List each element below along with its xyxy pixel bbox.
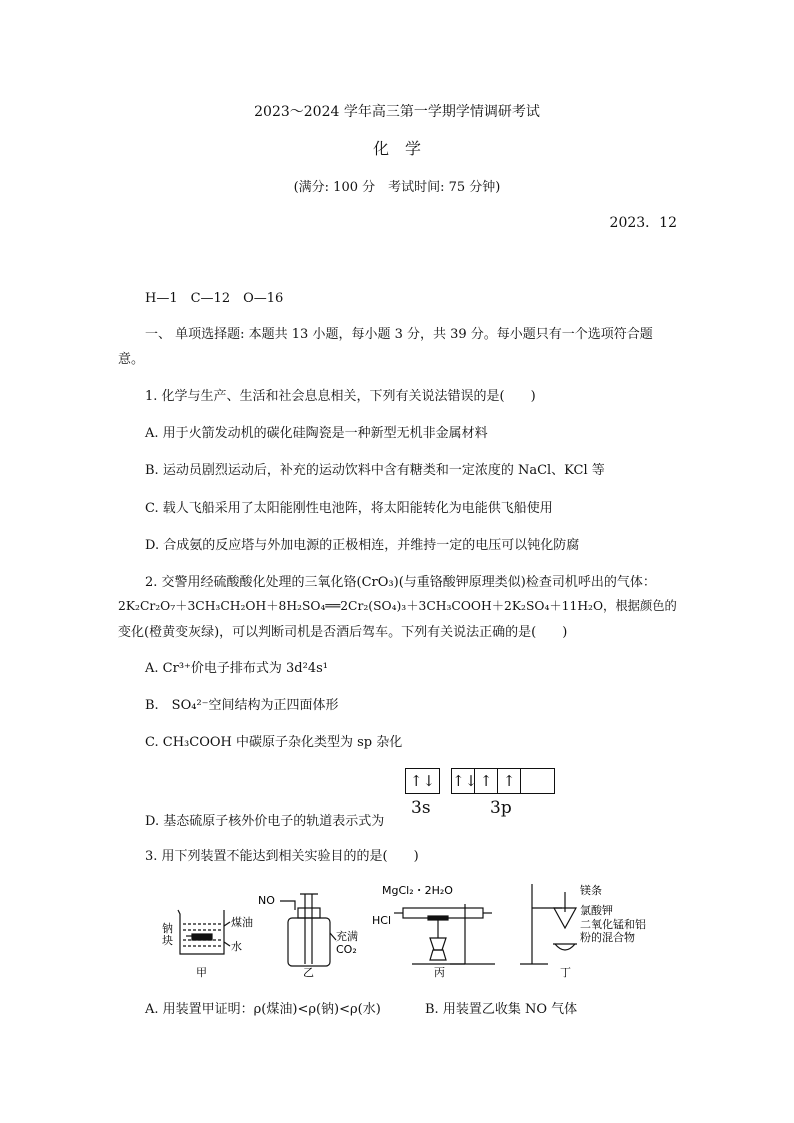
yi-caption: 乙 <box>303 966 314 979</box>
apparatus-figure <box>150 878 670 986</box>
jia-caption: 甲 <box>196 966 207 979</box>
yi-label-1: 充满 <box>336 930 358 943</box>
yi-label-no: NO <box>258 894 275 907</box>
ding-caption: 丁 <box>560 966 571 979</box>
subject-title: 化 学 <box>372 139 421 158</box>
q1-stem: 1. 化学与生产、生活和社会息息相关，下列有关说法错误的是( ) <box>145 389 536 404</box>
orbital-3p-4 <box>521 769 554 793</box>
q1-option-a: A. 用于火箭发动机的碳化硅陶瓷是一种新型无机非金属材料 <box>145 426 488 441</box>
bing-gas: HCl <box>372 914 392 927</box>
exam-title: 2023～2024 学年高三第一学期学情调研考试 <box>254 104 540 120</box>
q2-stem-line3: 变化(橙黄变灰绿)，可以判断司机是否酒后驾车。下列有关说法正确的是( ) <box>118 625 568 640</box>
ding-l2: 氯酸钾 <box>580 904 613 917</box>
jia-label-oil: 煤油 <box>231 916 253 929</box>
ding-l4: 粉的混合物 <box>580 931 635 944</box>
jia-label-na1: 钠 <box>162 922 173 935</box>
q2-option-a: A. Cr³⁺价电子排布式为 3d²4s¹ <box>145 661 328 676</box>
bing-reagent: MgCl₂・2H₂O <box>382 884 453 897</box>
q2-option-b: B. SO₄²⁻空间结构为正四面体形 <box>145 698 339 713</box>
q3-stem: 3. 用下列装置不能达到相关实验目的的是( ) <box>145 849 419 864</box>
q1-option-d: D. 合成氨的反应塔与外加电源的正极相连，并维持一定的电压可以钝化防腐 <box>145 538 580 553</box>
atomic-masses: H—1 C—12 O—16 <box>145 291 284 306</box>
q3-option-a: A. 用装置甲证明：ρ(煤油)<ρ(钠)<ρ(水) <box>145 1002 381 1017</box>
orbital-3s-electrons: ↑↓ <box>409 772 436 790</box>
q3-option-b: B. 用装置乙收集 NO 气体 <box>425 1002 578 1017</box>
q2-option-c: C. CH₃COOH 中碳原子杂化类型为 sp 杂化 <box>145 735 403 750</box>
apparatus-jia <box>178 910 230 954</box>
orbital-3p-boxes <box>451 768 555 794</box>
q1-option-c: C. 载人飞船采用了太阳能刚性电池阵，将太阳能转化为电能供飞船使用 <box>145 501 553 516</box>
bing-caption: 丙 <box>434 966 445 979</box>
q1-option-b: B. 运动员剧烈运动后，补充的运动饮料中含有糖类和一定浓度的 NaCl、KCl 等 <box>145 463 605 478</box>
section-heading-cont: 意。 <box>118 352 145 367</box>
jia-label-water: 水 <box>231 940 242 953</box>
orbital-3p-3: ↑ <box>498 769 521 793</box>
exam-info: (满分: 100 分 考试时间: 75 分钟) <box>293 180 501 195</box>
jia-label-na2: 块 <box>162 934 173 947</box>
section-heading: 一、 单项选择题: 本题共 13 小题，每小题 3 分，共 39 分。每小题只有一个选项符合题 <box>145 327 653 342</box>
apparatus-ding <box>520 884 577 964</box>
apparatus-bing <box>394 904 495 964</box>
yi-label-2: CO₂ <box>336 943 357 956</box>
exam-date: 2023．12 <box>609 215 677 231</box>
ding-l1: 镁条 <box>580 884 602 897</box>
orbital-3p-1: ↑↓ <box>452 769 475 793</box>
orbital-3p-2: ↑ <box>475 769 498 793</box>
orbital-3s-label: 3s <box>411 798 431 818</box>
q2-stem-line2: 2K₂Cr₂O₇＋3CH₃CH₂OH＋8H₂SO₄══2Cr₂(SO₄)₃＋3CH₃COOH＋2K₂SO₄＋11H₂O，根据颜色的 <box>118 599 677 613</box>
apparatus-yi <box>280 894 336 966</box>
q2-stem-line1: 2. 交警用经硫酸酸化处理的三氧化铬(CrO₃)(与重铬酸钾原理类似)检查司机呼出的气体： <box>145 575 656 590</box>
orbital-3s-box <box>405 768 440 794</box>
orbital-3p-label: 3p <box>490 798 512 818</box>
q2-option-d: D. 基态硫原子核外价电子的轨道表示式为 <box>145 814 385 829</box>
ding-l3: 二氧化锰和铝 <box>580 918 646 931</box>
